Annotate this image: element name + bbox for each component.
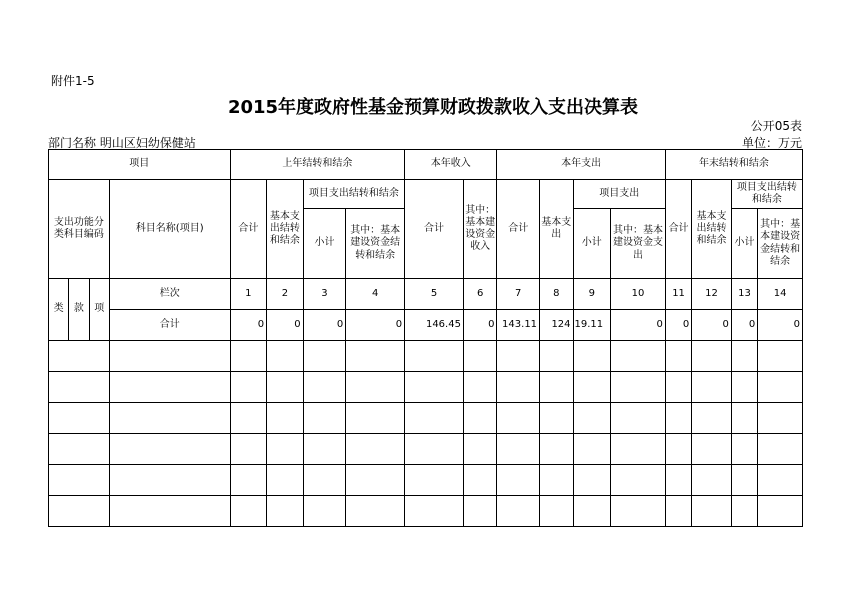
table-cell (267, 434, 304, 465)
header-prev-project: 项目支出结转和结余 (303, 180, 404, 209)
table-cell (611, 403, 666, 434)
column-number: 8 (540, 279, 573, 310)
table-cell (692, 465, 732, 496)
empty-rows (49, 341, 803, 527)
table-row (49, 341, 803, 372)
header-prev-basic: 基本支出结转和结余 (267, 180, 304, 279)
table-cell (49, 372, 110, 403)
column-number: 5 (405, 279, 464, 310)
table-cell (497, 403, 540, 434)
table-cell (303, 496, 346, 527)
table-cell (230, 403, 267, 434)
column-number: 3 (303, 279, 346, 310)
table-cell (611, 496, 666, 527)
table-cell (758, 341, 803, 372)
table-cell (49, 341, 110, 372)
table-cell (346, 465, 405, 496)
total-label: 合计 (109, 310, 230, 341)
table-cell (303, 465, 346, 496)
budget-table (48, 149, 803, 527)
total-value: 0 (731, 310, 757, 341)
department-name: 部门名称 明山区妇幼保健站 (48, 136, 196, 150)
table-cell (405, 434, 464, 465)
header-year-end: 年末结转和结余 (665, 150, 802, 180)
header-kuan: 款 (69, 279, 89, 341)
table-cell (109, 372, 230, 403)
table-cell (230, 465, 267, 496)
table-cell (49, 403, 110, 434)
table-cell (665, 496, 691, 527)
table-cell (497, 434, 540, 465)
table-cell (611, 372, 666, 403)
table-cell (540, 341, 573, 372)
header-row-2 (49, 180, 803, 209)
table-cell (405, 341, 464, 372)
table-cell (665, 465, 691, 496)
header-xiang: 项 (89, 279, 109, 341)
table-cell (463, 434, 496, 465)
header-current-expense: 本年支出 (497, 150, 665, 180)
table-cell (463, 496, 496, 527)
header-exp-project-subtotal: 小计 (573, 209, 611, 279)
header-current-income: 本年收入 (405, 150, 497, 180)
table-cell (540, 434, 573, 465)
header-project: 项目 (49, 150, 231, 180)
table-cell (230, 496, 267, 527)
table-cell (758, 465, 803, 496)
header-exp-project-capital: 其中：基本建设资金支出 (611, 209, 666, 279)
table-cell (303, 403, 346, 434)
table-cell (692, 496, 732, 527)
table-cell (109, 341, 230, 372)
column-number: 7 (497, 279, 540, 310)
table-cell (49, 465, 110, 496)
table-cell (665, 434, 691, 465)
total-value: 124 (540, 310, 573, 341)
table-cell (731, 465, 757, 496)
table-cell (346, 496, 405, 527)
table-cell (267, 403, 304, 434)
table-cell (109, 465, 230, 496)
header-row-1 (49, 150, 803, 180)
table-cell (540, 465, 573, 496)
table-cell (109, 434, 230, 465)
total-value: 0 (463, 310, 496, 341)
table-cell (758, 496, 803, 527)
header-income-capital: 其中：基本建设资金收入 (463, 180, 496, 279)
table-cell (346, 341, 405, 372)
table-row (49, 372, 803, 403)
table-cell (405, 372, 464, 403)
table-cell (109, 403, 230, 434)
table-cell (267, 496, 304, 527)
table-cell (303, 372, 346, 403)
header-prev-total: 合计 (230, 180, 267, 279)
header-exp-basic: 基本支出 (540, 180, 573, 279)
table-cell (463, 403, 496, 434)
table-cell (573, 496, 611, 527)
total-value: 19.11 (573, 310, 611, 341)
column-number-row (49, 279, 803, 310)
header-func-code: 支出功能分类科目编码 (49, 180, 110, 279)
total-value: 143.11 (497, 310, 540, 341)
table-row (49, 496, 803, 527)
total-value: 0 (611, 310, 666, 341)
table-row (49, 403, 803, 434)
table-cell (731, 372, 757, 403)
table-cell (573, 434, 611, 465)
table-cell (497, 341, 540, 372)
table-cell (731, 434, 757, 465)
table-cell (731, 403, 757, 434)
attachment-label: 附件1-5 (51, 74, 95, 88)
table-cell (49, 496, 110, 527)
header-prev-project-subtotal: 小计 (303, 209, 346, 279)
total-value: 0 (303, 310, 346, 341)
header-end-total: 合计 (665, 180, 691, 279)
table-row (49, 434, 803, 465)
table-cell (49, 434, 110, 465)
header-prev-year: 上年结转和结余 (230, 150, 405, 180)
column-number: 9 (573, 279, 611, 310)
column-number: 6 (463, 279, 496, 310)
total-value: 0 (346, 310, 405, 341)
table-cell (611, 341, 666, 372)
table-cell (665, 341, 691, 372)
table-cell (665, 403, 691, 434)
unit-label: 单位：万元 (741, 136, 802, 150)
table-cell (758, 434, 803, 465)
table-cell (497, 465, 540, 496)
column-number: 12 (692, 279, 732, 310)
table-cell (540, 372, 573, 403)
table-cell (573, 403, 611, 434)
table-cell (731, 496, 757, 527)
table-cell (665, 372, 691, 403)
table-cell (758, 403, 803, 434)
table-cell (758, 372, 803, 403)
table-cell (303, 434, 346, 465)
total-value: 146.45 (405, 310, 464, 341)
column-number: 13 (731, 279, 757, 310)
header-subject-name: 科目名称(项目) (109, 180, 230, 279)
table-cell (230, 434, 267, 465)
table-cell (267, 372, 304, 403)
header-end-project: 项目支出结转和结余 (731, 180, 802, 209)
table-cell (405, 465, 464, 496)
total-value: 0 (665, 310, 691, 341)
table-cell (692, 372, 732, 403)
column-number: 14 (758, 279, 803, 310)
column-number: 2 (267, 279, 304, 310)
table-cell (611, 465, 666, 496)
table-cell (303, 341, 346, 372)
column-number: 4 (346, 279, 405, 310)
header-income-total: 合计 (405, 180, 464, 279)
column-number: 10 (611, 279, 666, 310)
table-cell (692, 434, 732, 465)
header-lei: 类 (49, 279, 69, 341)
table-cell (109, 496, 230, 527)
total-value: 0 (758, 310, 803, 341)
table-cell (573, 372, 611, 403)
table-cell (692, 403, 732, 434)
header-exp-total: 合计 (497, 180, 540, 279)
header-prev-project-capital: 其中：基本建设资金结转和结余 (346, 209, 405, 279)
table-cell (611, 434, 666, 465)
column-no-label: 栏次 (109, 279, 230, 310)
table-cell (230, 372, 267, 403)
table-cell (463, 341, 496, 372)
total-value: 0 (692, 310, 732, 341)
form-number: 公开05表 (750, 119, 802, 133)
table-cell (497, 372, 540, 403)
table-cell (540, 403, 573, 434)
table-cell (573, 465, 611, 496)
table-cell (573, 341, 611, 372)
total-value: 0 (230, 310, 267, 341)
table-cell (463, 372, 496, 403)
column-number: 1 (230, 279, 267, 310)
table-cell (346, 434, 405, 465)
table-cell (692, 341, 732, 372)
table-cell (405, 496, 464, 527)
header-end-basic: 基本支出结转和结余 (692, 180, 732, 279)
table-cell (346, 372, 405, 403)
total-value: 0 (267, 310, 304, 341)
table-cell (405, 403, 464, 434)
column-number: 11 (665, 279, 691, 310)
table-cell (731, 341, 757, 372)
header-end-project-subtotal: 小计 (731, 209, 757, 279)
total-row (49, 310, 803, 341)
table-cell (463, 465, 496, 496)
table-cell (230, 341, 267, 372)
table-cell (267, 465, 304, 496)
table-cell (540, 496, 573, 527)
header-end-project-capital: 其中：基本建设资金结转和结余 (758, 209, 803, 279)
table-row (49, 465, 803, 496)
table-cell (346, 403, 405, 434)
table-cell (497, 496, 540, 527)
header-exp-project: 项目支出 (573, 180, 665, 209)
table-cell (267, 341, 304, 372)
report-title: 2015年度政府性基金预算财政拨款收入支出决算表 (227, 97, 639, 118)
